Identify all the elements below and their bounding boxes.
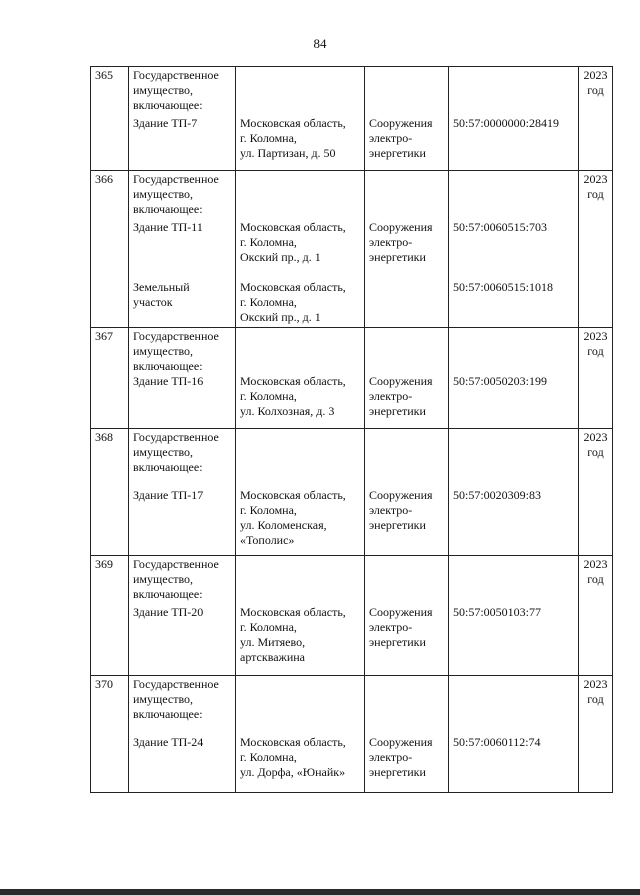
object-name: Здание ТП-16 <box>133 374 204 388</box>
cadastral-number: 50:57:0000000:28419 <box>453 116 560 130</box>
group-label: Государственное имущество, включающее: <box>133 68 219 112</box>
object-purpose: Сооружения электро- энергетики <box>369 488 433 532</box>
page-number: 84 <box>313 36 327 51</box>
group-label: Государственное имущество, включающее: <box>133 329 219 373</box>
table-row <box>91 556 613 676</box>
group-label: Государственное имущество, включающее: <box>133 430 219 474</box>
row-number: 368 <box>95 430 113 444</box>
row-number: 365 <box>95 68 113 82</box>
object-name: Здание ТП-7 <box>133 116 198 130</box>
address-cell <box>236 429 365 556</box>
object-name-cell <box>129 328 236 429</box>
purpose-cell <box>365 328 449 429</box>
table-row <box>91 676 613 793</box>
purpose-cell <box>365 171 449 328</box>
object-purpose: Сооружения электро- энергетики <box>369 735 433 779</box>
year-label: 2023 год <box>583 172 608 201</box>
object-address: Московская область, г. Коломна, ул. Митяево, артскважина <box>240 605 346 664</box>
scan-edge-bar <box>0 889 640 895</box>
property-table <box>90 66 613 793</box>
cadastral-cell <box>449 67 579 171</box>
row-number: 370 <box>95 677 113 691</box>
purpose-cell <box>365 429 449 556</box>
year-cell <box>579 171 613 328</box>
property-table-body <box>91 67 613 793</box>
group-label: Государственное имущество, включающее: <box>133 557 219 601</box>
row-number-cell <box>91 171 129 328</box>
object-address: Московская область, г. Коломна, ул. Коломенская, «Тополис» <box>240 488 346 547</box>
table-row <box>91 429 613 556</box>
row-number: 367 <box>95 329 113 343</box>
address-cell <box>236 328 365 429</box>
year-cell <box>579 429 613 556</box>
cadastral-number: 50:57:0050203:199 <box>453 374 548 388</box>
row-number-cell <box>91 429 129 556</box>
object-name: Здание ТП-11 <box>133 220 203 234</box>
object-address: Московская область, г. Коломна, ул. Дорфа, «Юнайк» <box>240 735 346 779</box>
year-label: 2023 год <box>583 68 608 97</box>
address-cell <box>236 67 365 171</box>
row-number: 369 <box>95 557 113 571</box>
cadastral-cell <box>449 676 579 793</box>
row-number-cell <box>91 556 129 676</box>
object-name-cell <box>129 676 236 793</box>
object-purpose: Сооружения электро- энергетики <box>369 374 433 418</box>
year-cell <box>579 556 613 676</box>
object-purpose: Сооружения электро- энергетики <box>369 116 433 160</box>
purpose-cell <box>365 676 449 793</box>
purpose-cell <box>365 67 449 171</box>
table-row <box>91 171 613 328</box>
object-name: Здание ТП-17 <box>133 488 204 502</box>
object-name: Здание ТП-24 <box>133 735 204 749</box>
object-name-cell <box>129 67 236 171</box>
table-row <box>91 67 613 171</box>
year-label: 2023 год <box>583 677 608 706</box>
cadastral-number: 50:57:0060515:703 <box>453 220 548 234</box>
cadastral-number: 50:57:0020309:83 <box>453 488 542 502</box>
cadastral-cell <box>449 429 579 556</box>
year-cell <box>579 328 613 429</box>
cadastral-cell <box>449 171 579 328</box>
row-number-cell <box>91 676 129 793</box>
group-label: Государственное имущество, включающее: <box>133 677 219 721</box>
cadastral-cell <box>449 328 579 429</box>
cadastral-number: 50:57:0060515:1018 <box>453 280 554 294</box>
object-address: Московская область, г. Коломна, ул. Колхозная, д. 3 <box>240 374 346 418</box>
year-cell <box>579 676 613 793</box>
object-address: Московская область, г. Коломна, ул. Партизан, д. 50 <box>240 116 346 160</box>
year-label: 2023 год <box>583 329 608 358</box>
cadastral-number: 50:57:0060112:74 <box>453 735 541 749</box>
row-number-cell <box>91 67 129 171</box>
row-number: 366 <box>95 172 113 186</box>
address-cell <box>236 676 365 793</box>
object-address: Московская область, г. Коломна, Окский пр., д. 1 <box>240 220 346 264</box>
address-cell <box>236 556 365 676</box>
year-label: 2023 год <box>583 557 608 586</box>
purpose-cell <box>365 556 449 676</box>
year-label: 2023 год <box>583 430 608 459</box>
object-name-cell <box>129 429 236 556</box>
cadastral-cell <box>449 556 579 676</box>
cadastral-number: 50:57:0050103:77 <box>453 605 542 619</box>
table-row <box>91 328 613 429</box>
row-number-cell <box>91 328 129 429</box>
object-name: Земельный участок <box>133 280 190 309</box>
address-cell <box>236 171 365 328</box>
object-name-cell <box>129 556 236 676</box>
year-cell <box>579 67 613 171</box>
object-purpose: Сооружения электро- энергетики <box>369 220 433 264</box>
object-name: Здание ТП-20 <box>133 605 204 619</box>
object-address: Московская область, г. Коломна, Окский пр., д. 1 <box>240 280 346 324</box>
object-name-cell <box>129 171 236 328</box>
group-label: Государственное имущество, включающее: <box>133 172 219 216</box>
object-purpose: Сооружения электро- энергетики <box>369 605 433 649</box>
